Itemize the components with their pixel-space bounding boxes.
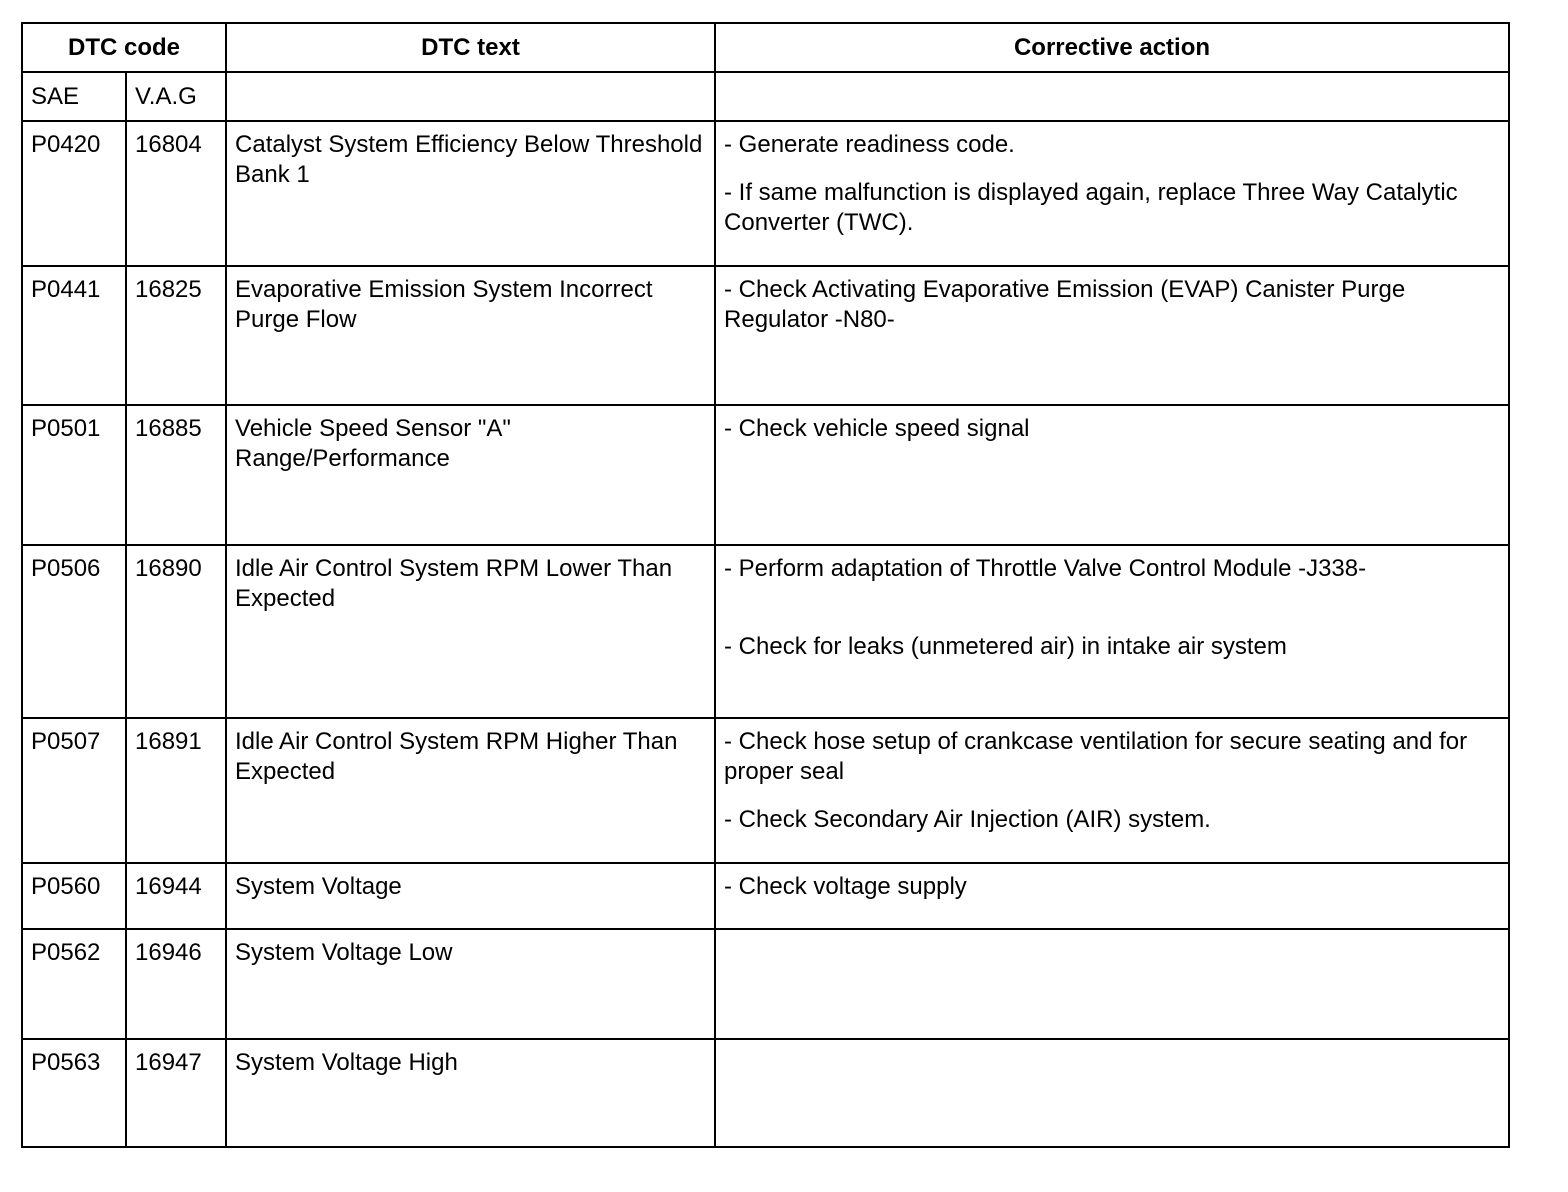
corrective-action-cell	[715, 405, 1509, 545]
subheader-empty-action	[715, 72, 1509, 121]
sae-code-cell: P0441	[22, 266, 126, 405]
action-item: - Check voltage supply	[724, 873, 967, 900]
action-item: - Check vehicle speed signal	[724, 415, 1030, 442]
dtc-text-cell: System Voltage	[226, 863, 715, 929]
action-item: - Check Secondary Air Injection (AIR) system.	[724, 806, 1211, 833]
table-row	[22, 405, 1509, 545]
sae-code-cell: P0501	[22, 405, 126, 545]
vag-code-cell: 16946	[126, 929, 226, 1039]
action-item: - If same malfunction is displayed again, replace Three Way Catalytic Converter (TWC).	[724, 179, 1458, 236]
action-item: - Check for leaks (unmetered air) in intake air system	[724, 633, 1287, 660]
corrective-action-cell	[715, 545, 1509, 718]
dtc-text-cell: System Voltage Low	[226, 929, 715, 1039]
corrective-action-cell	[715, 718, 1509, 863]
action-item: - Check hose setup of crankcase ventilation for secure seating and for proper seal	[724, 728, 1468, 785]
dtc-text-cell: Idle Air Control System RPM Lower Than Expected	[226, 545, 715, 718]
vag-code-cell: 16885	[126, 405, 226, 545]
sae-code-cell: P0420	[22, 121, 126, 266]
table-row	[22, 718, 1509, 863]
sae-code-cell: P0507	[22, 718, 126, 863]
corrective-action-cell	[715, 863, 1509, 929]
action-item: - Perform adaptation of Throttle Valve Control Module -J338-	[724, 555, 1367, 582]
header-corrective-action: Corrective action	[715, 23, 1509, 72]
sae-code-cell: P0563	[22, 1039, 126, 1147]
corrective-action-cell	[715, 929, 1509, 1039]
dtc-text-cell: Catalyst System Efficiency Below Threshold Bank 1	[226, 121, 715, 266]
sae-code-cell: P0562	[22, 929, 126, 1039]
table-row	[22, 121, 1509, 266]
action-item: - Check Activating Evaporative Emission (EVAP) Canister Purge Regulator -N80-	[724, 276, 1406, 333]
corrective-action-cell	[715, 266, 1509, 405]
table-row	[22, 545, 1509, 718]
sae-code-cell: P0506	[22, 545, 126, 718]
dtc-table	[21, 22, 1510, 1148]
header-dtc-text: DTC text	[226, 23, 715, 72]
table-row	[22, 266, 1509, 405]
dtc-text-cell: Idle Air Control System RPM Higher Than Expected	[226, 718, 715, 863]
subheader-row	[22, 72, 1509, 121]
dtc-text-cell: Evaporative Emission System Incorrect Purge Flow	[226, 266, 715, 405]
dtc-text-cell: System Voltage High	[226, 1039, 715, 1147]
subheader-vag: V.A.G	[126, 72, 226, 121]
corrective-action-cell	[715, 121, 1509, 266]
vag-code-cell: 16890	[126, 545, 226, 718]
action-item: - Generate readiness code.	[724, 131, 1015, 158]
table-row	[22, 863, 1509, 929]
sae-code-cell: P0560	[22, 863, 126, 929]
vag-code-cell: 16944	[126, 863, 226, 929]
subheader-empty-text	[226, 72, 715, 121]
header-dtc-code: DTC code	[22, 23, 226, 72]
vag-code-cell: 16891	[126, 718, 226, 863]
table-row	[22, 929, 1509, 1039]
header-row	[22, 23, 1509, 72]
vag-code-cell: 16947	[126, 1039, 226, 1147]
table-row	[22, 1039, 1509, 1147]
dtc-text-cell: Vehicle Speed Sensor "A" Range/Performance	[226, 405, 715, 545]
corrective-action-cell	[715, 1039, 1509, 1147]
vag-code-cell: 16804	[126, 121, 226, 266]
subheader-sae: SAE	[22, 72, 126, 121]
vag-code-cell: 16825	[126, 266, 226, 405]
